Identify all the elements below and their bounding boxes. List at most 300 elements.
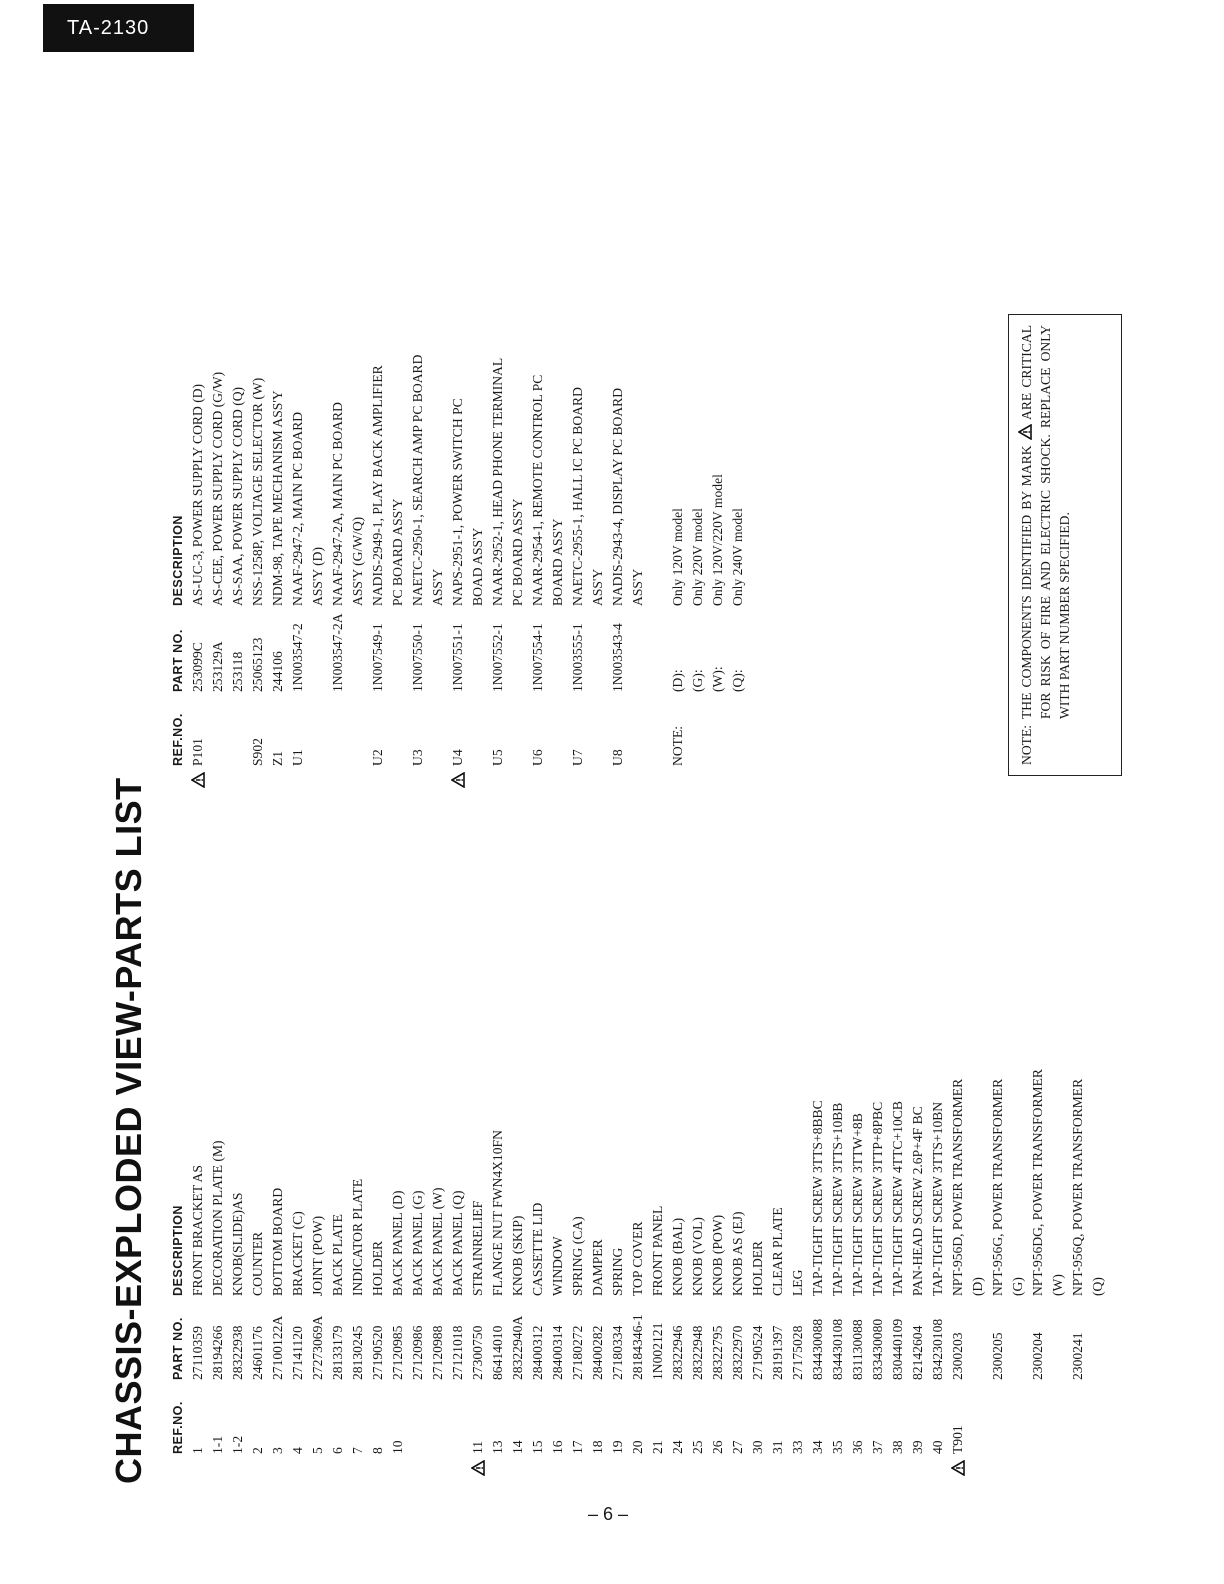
description: SPRING: [610, 1247, 625, 1296]
table-row: [308, 956, 328, 1464]
ref-no-text: 13: [490, 1440, 505, 1454]
description: PC BOARD ASS'Y: [510, 498, 525, 606]
ref-no: [228, 1380, 248, 1464]
model-code: (W):: [710, 666, 725, 692]
part-no: 28133179: [330, 1325, 345, 1380]
description: BACK PLATE: [330, 1214, 345, 1296]
table-row: [448, 276, 468, 776]
description: INDICATOR PLATE: [350, 1178, 365, 1296]
ref-no: [248, 1380, 268, 1464]
table-row: [708, 956, 728, 1464]
ref-no: [648, 1380, 668, 1464]
table-row: [988, 956, 1008, 1464]
ref-no: [728, 1380, 748, 1464]
ref-no: [288, 1380, 308, 1464]
table-row: [728, 956, 748, 1464]
table-row: [368, 276, 388, 776]
ref-no-text: 5: [310, 1447, 325, 1454]
ref-no: [308, 1380, 328, 1464]
part-no: [628, 606, 648, 692]
ref-no: [408, 1380, 428, 1464]
model-description: Only 240V model: [730, 508, 745, 606]
part-no: 27190524: [750, 1325, 765, 1380]
ref-no-text: 11: [470, 1440, 485, 1454]
part-no: [588, 606, 608, 692]
table-row: [568, 276, 588, 776]
safety-note-text-after: ARE CRITICAL FOR RISK OF FIRE AND ELECTRIC SHOCK. REPLACE ONLY WITH PART NUMBER SPECIFIED.: [1019, 324, 1072, 719]
part-no: 28400312: [530, 1325, 545, 1380]
description: ASS'Y (G/W/Q): [350, 516, 365, 606]
ref-no-text: 27: [730, 1440, 745, 1454]
ref-no: [608, 692, 628, 776]
ref-no-text: U1: [290, 749, 305, 766]
part-no: 28322970: [730, 1325, 745, 1380]
part-no: 253118: [230, 651, 245, 692]
warning-triangle-icon: [1018, 424, 1032, 440]
ref-no-text: 26: [710, 1440, 725, 1454]
part-no: 28322938: [230, 1325, 245, 1380]
description: FRONT PANEL: [650, 1205, 665, 1296]
ref-no: [188, 1380, 208, 1464]
table-row: [888, 956, 908, 1464]
ref-no: [268, 692, 288, 776]
part-no: 27273069A: [310, 1315, 325, 1380]
warning-triangle-icon: [451, 772, 465, 788]
col-ref-header: REF.NO.: [171, 713, 185, 766]
description: TAP-TIGHT SCREW 3TTS+10BN: [930, 1101, 945, 1296]
model-description: Only 120V/220V model: [710, 474, 725, 606]
table-row: [428, 276, 448, 776]
part-no: 1N003555-1: [570, 623, 585, 692]
description: KNOB (BAL): [670, 1217, 685, 1296]
description: CLEAR PLATE: [770, 1207, 785, 1296]
table-row: [208, 956, 228, 1464]
table-row: [608, 276, 628, 776]
part-no: 253129A: [210, 641, 225, 692]
ref-no: [948, 1380, 968, 1464]
description: TAP-TIGHT SCREW 3TTS+10BB: [830, 1102, 845, 1296]
table-row: [528, 276, 548, 776]
ref-no: [568, 1380, 588, 1464]
description: ASS'Y: [590, 568, 605, 606]
description: AS-CEE, POWER SUPPLY CORD (G/W): [210, 371, 225, 606]
table-row: [408, 276, 428, 776]
description: DAMPER: [590, 1239, 605, 1296]
description: BOAD ASS'Y: [470, 527, 485, 606]
table-row: [1068, 956, 1088, 1464]
ref-no: [928, 1380, 948, 1464]
description: SPRING (CA): [570, 1216, 585, 1296]
part-no: 27180334: [610, 1325, 625, 1380]
part-no: 27141120: [290, 1326, 305, 1380]
ref-no-text: P101: [190, 738, 205, 766]
ref-no-text: U5: [490, 749, 505, 766]
part-no: 25065123: [250, 637, 265, 692]
table-row: [608, 956, 628, 1464]
table-row: [948, 956, 968, 1464]
description: HOLDER: [750, 1240, 765, 1296]
warning-triangle-icon: [951, 1460, 965, 1476]
table-row: [648, 956, 668, 1464]
table-row: [688, 956, 708, 1464]
description: NADIS-2943-4, DISPLAY PC BOARD: [610, 387, 625, 606]
table-row: [248, 956, 268, 1464]
col-part-header: PART NO.: [171, 629, 185, 692]
ref-no: [508, 692, 528, 776]
description: KNOB (VOL): [690, 1217, 705, 1296]
table-row: [488, 276, 508, 776]
warning-triangle-icon: [191, 772, 205, 788]
ref-no: [1068, 1380, 1088, 1464]
page-title: CHASSIS-EXPLODED VIEW-PARTS LIST: [108, 777, 149, 1484]
ref-no: [668, 1380, 688, 1464]
description: (W): [1050, 1274, 1065, 1296]
table-row: [388, 956, 408, 1464]
ref-no: [208, 1380, 228, 1464]
part-no: 834430088: [810, 1318, 825, 1380]
part-no: 28322795: [710, 1325, 725, 1380]
ref-no: [968, 1380, 988, 1464]
description: KNOB (SKIP): [510, 1215, 525, 1296]
table-row: [308, 276, 328, 776]
description: BOTTOM BOARD: [270, 1187, 285, 1296]
ref-no: [908, 1380, 928, 1464]
table-row: [188, 956, 208, 1464]
model-code: (Q):: [730, 669, 745, 692]
part-no: [388, 606, 408, 692]
description: (D): [970, 1277, 985, 1296]
ref-no-text: 34: [810, 1440, 825, 1454]
part-no: 28400282: [590, 1325, 605, 1380]
safety-note-text-before: THE COMPONENTS IDENTIFIED BY MARK: [1019, 445, 1034, 719]
description: NDM-98, TAPE MECHANISM ASS'Y: [270, 390, 285, 606]
part-no: 27180272: [570, 1325, 585, 1380]
ref-no: [368, 692, 388, 776]
part-no: 1N003543-4: [610, 623, 625, 692]
ref-no: [208, 692, 228, 776]
ref-no-text: 35: [830, 1440, 845, 1454]
description: HOLDER: [370, 1240, 385, 1296]
ref-no-text: Z1: [270, 750, 285, 766]
ref-no: [568, 692, 588, 776]
description: PAN-HEAD SCREW 2.6P+4F BC: [910, 1106, 925, 1296]
part-no: [1008, 1296, 1028, 1380]
part-no: 27120988: [430, 1325, 445, 1380]
ref-no: [228, 692, 248, 776]
warning-triangle-icon: [471, 1460, 485, 1476]
ref-no: [388, 692, 408, 776]
page-number: – 6 –: [588, 1504, 629, 1524]
table-row: [968, 956, 988, 1464]
description: TAP-TIGHT SCREW 3TTS+8BBC: [810, 1100, 825, 1296]
description: NPT-956Q, POWER TRANSFORMER: [1070, 1078, 1085, 1296]
description: NPT-956G, POWER TRANSFORMER: [990, 1078, 1005, 1296]
part-no: 28184346-1: [630, 1314, 645, 1380]
description: NAETC-2950-1, SEARCH AMP PC BOARD: [410, 354, 425, 606]
part-no: 831130088: [850, 1319, 865, 1380]
ref-no-text: T901: [950, 1425, 965, 1454]
table-row: [848, 956, 868, 1464]
ref-no: [508, 1380, 528, 1464]
ref-no-text: 21: [650, 1440, 665, 1454]
table-row: [528, 956, 548, 1464]
description: BACK PANEL (G): [410, 1190, 425, 1296]
part-no: 28191397: [770, 1325, 785, 1380]
ref-no: [548, 1380, 568, 1464]
description: NSS-1258P, VOLTAGE SELECTOR (W): [250, 377, 265, 606]
ref-no: [588, 1380, 608, 1464]
table-header: [168, 276, 188, 776]
description: ASS'Y (D): [310, 547, 325, 606]
ref-no: [788, 1380, 808, 1464]
part-no: 24601176: [250, 1326, 265, 1380]
ref-no: [1008, 1380, 1028, 1464]
description: CASSETTE LID: [530, 1202, 545, 1296]
description: NAETC-2955-1, HALL IC PC BOARD: [570, 387, 585, 606]
part-no: 28400314: [550, 1325, 565, 1380]
ref-no: [448, 1380, 468, 1464]
ref-no: [1048, 1380, 1068, 1464]
part-no: 27120986: [410, 1325, 425, 1380]
part-no: 28194266: [210, 1325, 225, 1380]
ref-no: [708, 1380, 728, 1464]
ref-no: [628, 692, 648, 776]
description: STRAINRELIEF: [470, 1200, 485, 1296]
description: TAP-TIGHT SCREW 3TTW+8B: [850, 1113, 865, 1296]
ref-no-text: 24: [670, 1440, 685, 1454]
table-row: [548, 276, 568, 776]
ref-no-text: U7: [570, 749, 585, 766]
description: AS-UC-3, POWER SUPPLY CORD (D): [190, 383, 205, 606]
model-tag: TA-2130: [43, 4, 194, 52]
table-row: [508, 276, 528, 776]
ref-no-text: 6: [330, 1447, 345, 1454]
table-row: [268, 276, 288, 776]
ref-no: [328, 1380, 348, 1464]
part-no: 28322940A: [510, 1315, 525, 1380]
safety-note-text: [1017, 325, 1074, 719]
ref-no: [188, 692, 208, 776]
description: NAAF-2947-2A, MAIN PC BOARD: [330, 402, 345, 606]
ref-no: [688, 1380, 708, 1464]
table-row: [568, 956, 588, 1464]
ref-no-text: 1-2: [230, 1435, 245, 1454]
part-no: 2300204: [1030, 1332, 1045, 1380]
table-row: [828, 956, 848, 1464]
table-row: [328, 276, 348, 776]
ref-no-text: U2: [370, 749, 385, 766]
ref-no-text: 8: [370, 1447, 385, 1454]
description: (G): [1010, 1277, 1025, 1296]
ref-no: [748, 1380, 768, 1464]
ref-no: [408, 692, 428, 776]
table-row: [1048, 956, 1068, 1464]
description: TOP COVER: [630, 1221, 645, 1296]
safety-note-box: [1008, 314, 1122, 776]
ref-no: [468, 1380, 488, 1464]
part-no: 27110359: [190, 1326, 205, 1380]
description: BRACKET (C): [290, 1211, 305, 1296]
description: NAPS-2951-1, POWER SWITCH PC: [450, 398, 465, 606]
part-no: 834230108: [930, 1318, 945, 1380]
model-note-item: [728, 474, 748, 692]
table-row: [348, 956, 368, 1464]
table-row: [288, 956, 308, 1464]
ref-no: [1088, 1380, 1108, 1464]
ref-no: [428, 1380, 448, 1464]
ref-no-text: U6: [530, 749, 545, 766]
description: NAAF-2947-2, MAIN PC BOARD: [290, 411, 305, 606]
description: ASS'Y: [630, 568, 645, 606]
ref-no: [288, 692, 308, 776]
ref-no: [808, 1380, 828, 1464]
table-row: [868, 956, 888, 1464]
part-no: 1N007551-1: [450, 623, 465, 692]
part-no: 2300241: [1070, 1332, 1085, 1380]
part-no: 28322946: [670, 1325, 685, 1380]
description: COUNTER: [250, 1231, 265, 1296]
col-desc-header: DESCRIPTION: [171, 515, 185, 606]
ref-no: [348, 1380, 368, 1464]
table-row: [488, 956, 508, 1464]
part-no: [428, 606, 448, 692]
parts-table-right: [168, 276, 748, 776]
description: NPT-956D, POWER TRANSFORMER: [950, 1078, 965, 1296]
table-row: [388, 276, 408, 776]
part-no: [348, 606, 368, 692]
table-row: [1008, 956, 1028, 1464]
ref-no-text: S902: [250, 738, 265, 766]
description: BACK PANEL (Q): [450, 1190, 465, 1296]
description: (Q): [1090, 1277, 1105, 1296]
ref-no: [548, 692, 568, 776]
description: KNOB(SLIDE)AS: [230, 1192, 245, 1296]
table-row: [328, 956, 348, 1464]
table-row: [468, 956, 488, 1464]
ref-no-text: 4: [290, 1447, 305, 1454]
part-no: 28322948: [690, 1325, 705, 1380]
ref-no: [988, 1380, 1008, 1464]
description: KNOB (POW): [710, 1214, 725, 1296]
ref-no: [428, 692, 448, 776]
description: TAP-TIGHT SCREW 3TTP+8PBC: [870, 1101, 885, 1296]
part-no: 1N007552-1: [490, 623, 505, 692]
description: WINDOW: [550, 1236, 565, 1296]
safety-note-label: NOTE:: [1019, 724, 1034, 765]
part-no: 82142604: [910, 1325, 925, 1380]
table-row: [508, 956, 528, 1464]
ref-no-text: 39: [910, 1440, 925, 1454]
part-no: 2300203: [950, 1332, 965, 1380]
table-row: [188, 276, 208, 776]
part-no: [308, 606, 328, 692]
table-row: [628, 276, 648, 776]
ref-no: [888, 1380, 908, 1464]
ref-no-text: 15: [530, 1440, 545, 1454]
part-no: 28130245: [350, 1325, 365, 1380]
table-row: [428, 956, 448, 1464]
table-row: [348, 276, 368, 776]
ref-no-text: 36: [850, 1440, 865, 1454]
table-header: [168, 956, 188, 1464]
part-no: 1N007550-1: [410, 623, 425, 692]
description: AS-SAA, POWER SUPPLY CORD (Q): [230, 386, 245, 606]
description: FRONT BRACKET AS: [190, 1165, 205, 1296]
part-no: 253099C: [190, 642, 205, 692]
ref-no: [528, 692, 548, 776]
ref-no: [588, 692, 608, 776]
ref-no-text: 18: [590, 1440, 605, 1454]
description: NADIS-2949-1, PLAY BACK AMPLIFIER: [370, 365, 385, 606]
description: KNOB AS (EJ): [730, 1211, 745, 1296]
ref-no-text: U3: [410, 749, 425, 766]
table-row: [368, 956, 388, 1464]
col-ref-header: REF.NO.: [171, 1401, 185, 1454]
model-note-item: [668, 474, 688, 692]
table-row: [268, 956, 288, 1464]
model-note-label: NOTE:: [670, 725, 685, 766]
table-row: [228, 956, 248, 1464]
part-no: 1N003547-2: [290, 623, 305, 692]
ref-no: [868, 1380, 888, 1464]
ref-no: [628, 1380, 648, 1464]
table-row: [628, 956, 648, 1464]
model-note-row: [668, 276, 748, 776]
description: LEG: [790, 1269, 805, 1296]
table-row: [448, 956, 468, 1464]
part-no: 1N002121: [650, 1322, 665, 1380]
ref-no: [848, 1380, 868, 1464]
ref-no-text: 1-1: [210, 1435, 225, 1454]
model-code: (D):: [670, 669, 685, 692]
table-row: [588, 276, 608, 776]
part-no: 244106: [270, 651, 285, 692]
ref-no: [388, 1380, 408, 1464]
table-row: [808, 956, 828, 1464]
model-description: Only 120V model: [670, 508, 685, 606]
table-row: [248, 276, 268, 776]
description: BACK PANEL (W): [430, 1187, 445, 1296]
description: BOARD ASS'Y: [550, 518, 565, 606]
part-no: 86414010: [490, 1325, 505, 1380]
table-row: [408, 956, 428, 1464]
part-no: 2300205: [990, 1332, 1005, 1380]
ref-no-text: 7: [350, 1447, 365, 1454]
table-row: [228, 276, 248, 776]
ref-no-text: 25: [690, 1440, 705, 1454]
ref-no-text: 1: [190, 1447, 205, 1454]
table-row: [908, 956, 928, 1464]
ref-no: [368, 1380, 388, 1464]
part-no: 833430080: [870, 1318, 885, 1380]
table-row: [288, 276, 308, 776]
part-no: [468, 606, 488, 692]
table-row: [1088, 956, 1108, 1464]
ref-no-text: 19: [610, 1440, 625, 1454]
part-no: 27121018: [450, 1325, 465, 1380]
table-body-left: [188, 956, 1108, 1464]
part-no: 27100122A: [270, 1315, 285, 1380]
part-no: [1088, 1296, 1108, 1380]
col-desc-header: DESCRIPTION: [171, 1205, 185, 1296]
part-no: 1N003547-2A: [330, 613, 345, 692]
part-no: [508, 606, 528, 692]
description: FLANGE NUT FWN4X10FN: [490, 1130, 505, 1296]
ref-no: [468, 692, 488, 776]
table-row: [1028, 956, 1048, 1464]
ref-no-text: 3: [270, 1447, 285, 1454]
model-note-items: [668, 474, 748, 692]
